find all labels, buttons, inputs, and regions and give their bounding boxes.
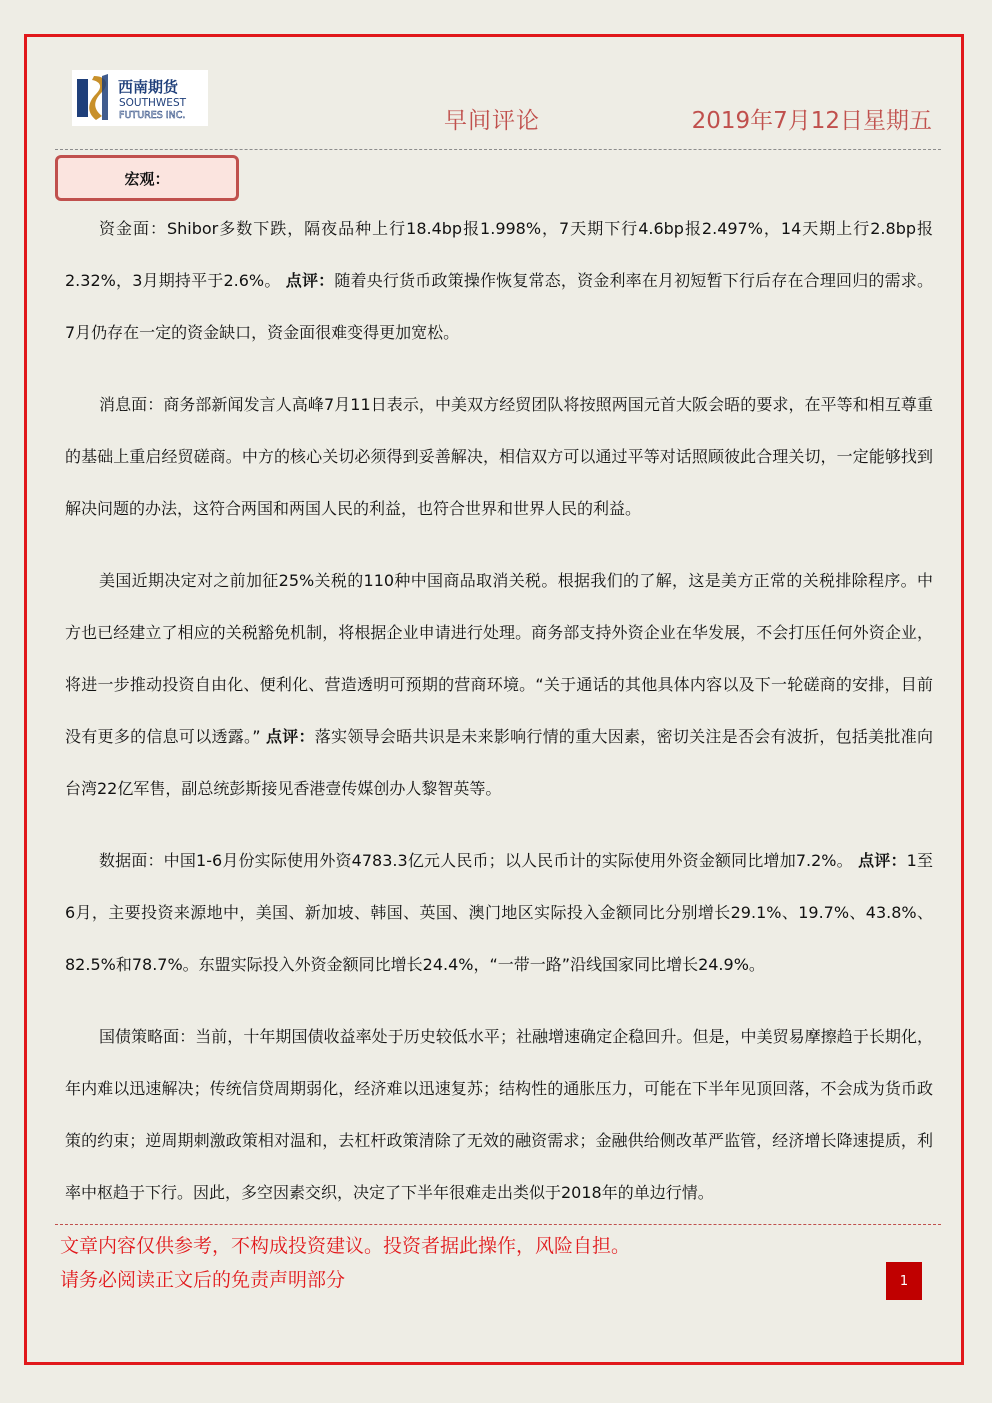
report-date: 2019年7月12日星期五 [691,108,932,134]
paragraph-bond-strategy [65,1011,933,1219]
company-logo [72,70,208,126]
comment-label: 点评： [265,727,315,746]
paragraph-funding [65,203,933,359]
paragraph-text: 资金面：Shibor多数下跌，隔夜品种上行18.4bp报1.998%，7天期下行4.6bp报2.497%，14天期上行2.8bp报2.32%，3月期持平于2.6%。 [65,219,933,290]
article-body [65,203,933,1239]
comment-text: 随着央行货币政策操作恢复常态，资金利率在月初短暂下行后存在合理回归的需求。7月仍存在一定的资金缺口，资金面很难变得更加宽松。 [65,271,933,342]
paragraph-news [65,379,933,535]
section-title: 宏观： [124,169,170,188]
footer-divider [55,1224,941,1225]
comment-label: 点评： [285,271,335,290]
paragraph-text: 国债策略面：当前，十年期国债收益率处于历史较低水平；社融增速确定企稳回升。但是，中美贸易摩擦趋于长期化，年内难以迅速解决；传统信贷周期弱化，经济难以迅速复苏；结构性的通胀压力，可能在下半年见顶回落，不会成为货币政策的约束；逆周期刺激政策相对温和，去杠杆政策清除了无效的融资需求；金融供给侧改革严监管，经济增长降速提质，利率中枢趋于下行。因此，多空因素交织，决定了下半年很难走出类似于2018年的单边行情。 [65,1027,933,1202]
disclaimer-line-1: 文章内容仅供参考，不构成投资建议。投资者据此操作，风险自担。 [60,1235,631,1257]
paragraph-tariff [65,555,933,815]
paragraph-text: 消息面：商务部新闻发言人高峰7月11日表示，中美双方经贸团队将按照两国元首大阪会晤的要求，在平等和相互尊重的基础上重启经贸磋商。中方的核心关切必须得到妥善解决，相信双方可以通过平等对话照顾彼此合理关切，一定能够找到解决问题的办法，这符合两国和两国人民的利益，也符合世界和世界人民的利益。 [65,395,933,518]
paragraph-text: 数据面：中国1-6月份实际使用外资4783.3亿元人民币；以人民币计的实际使用外资金额同比增加7.2%。 [99,851,853,870]
paragraph-text: 美国近期决定对之前加征25%关税的110种中国商品取消关税。根据我们的了解，这是美方正常的关税排除程序。中方也已经建立了相应的关税豁免机制，将根据企业申请进行处理。商务部支持外资企业在华发展，不会打压任何外资企业，将进一步推动投资自由化、便利化、营造透明可预期的营商环境。“关于通话的其他具体内容以及下一轮磋商的安排，目前没有更多的信息可以透露。” [65,571,933,746]
comment-text: 1至6月，主要投资来源地中，美国、新加坡、韩国、英国、澳门地区实际投入金额同比分别增长29.1%、19.7%、43.8%、82.5%和78.7%。东盟实际投入外资金额同比增长24.4%，“一带一路”沿线国家同比增长24.9%。 [65,851,933,974]
page-number-badge [886,1262,922,1300]
paragraph-data [65,835,933,991]
comment-text: 落实领导会晤共识是未来影响行情的重大因素，密切关注是否会有波折，包括美批准向台湾22亿军售，副总统彭斯接见香港壹传媒创办人黎智英等。 [65,727,933,798]
svg-text:西南期货: 西南期货 [118,78,179,96]
page-number: 1 [899,1273,909,1289]
section-heading [55,155,239,201]
header-divider [55,149,941,150]
disclaimer-line-2: 请务必阅读正文后的免责声明部分 [60,1269,346,1291]
svg-text:SOUTHWEST: SOUTHWEST [119,97,187,109]
comment-label: 点评： [858,851,907,870]
svg-text:FUTURES INC.: FUTURES INC. [119,110,186,121]
report-title: 早间评论 [444,108,540,134]
